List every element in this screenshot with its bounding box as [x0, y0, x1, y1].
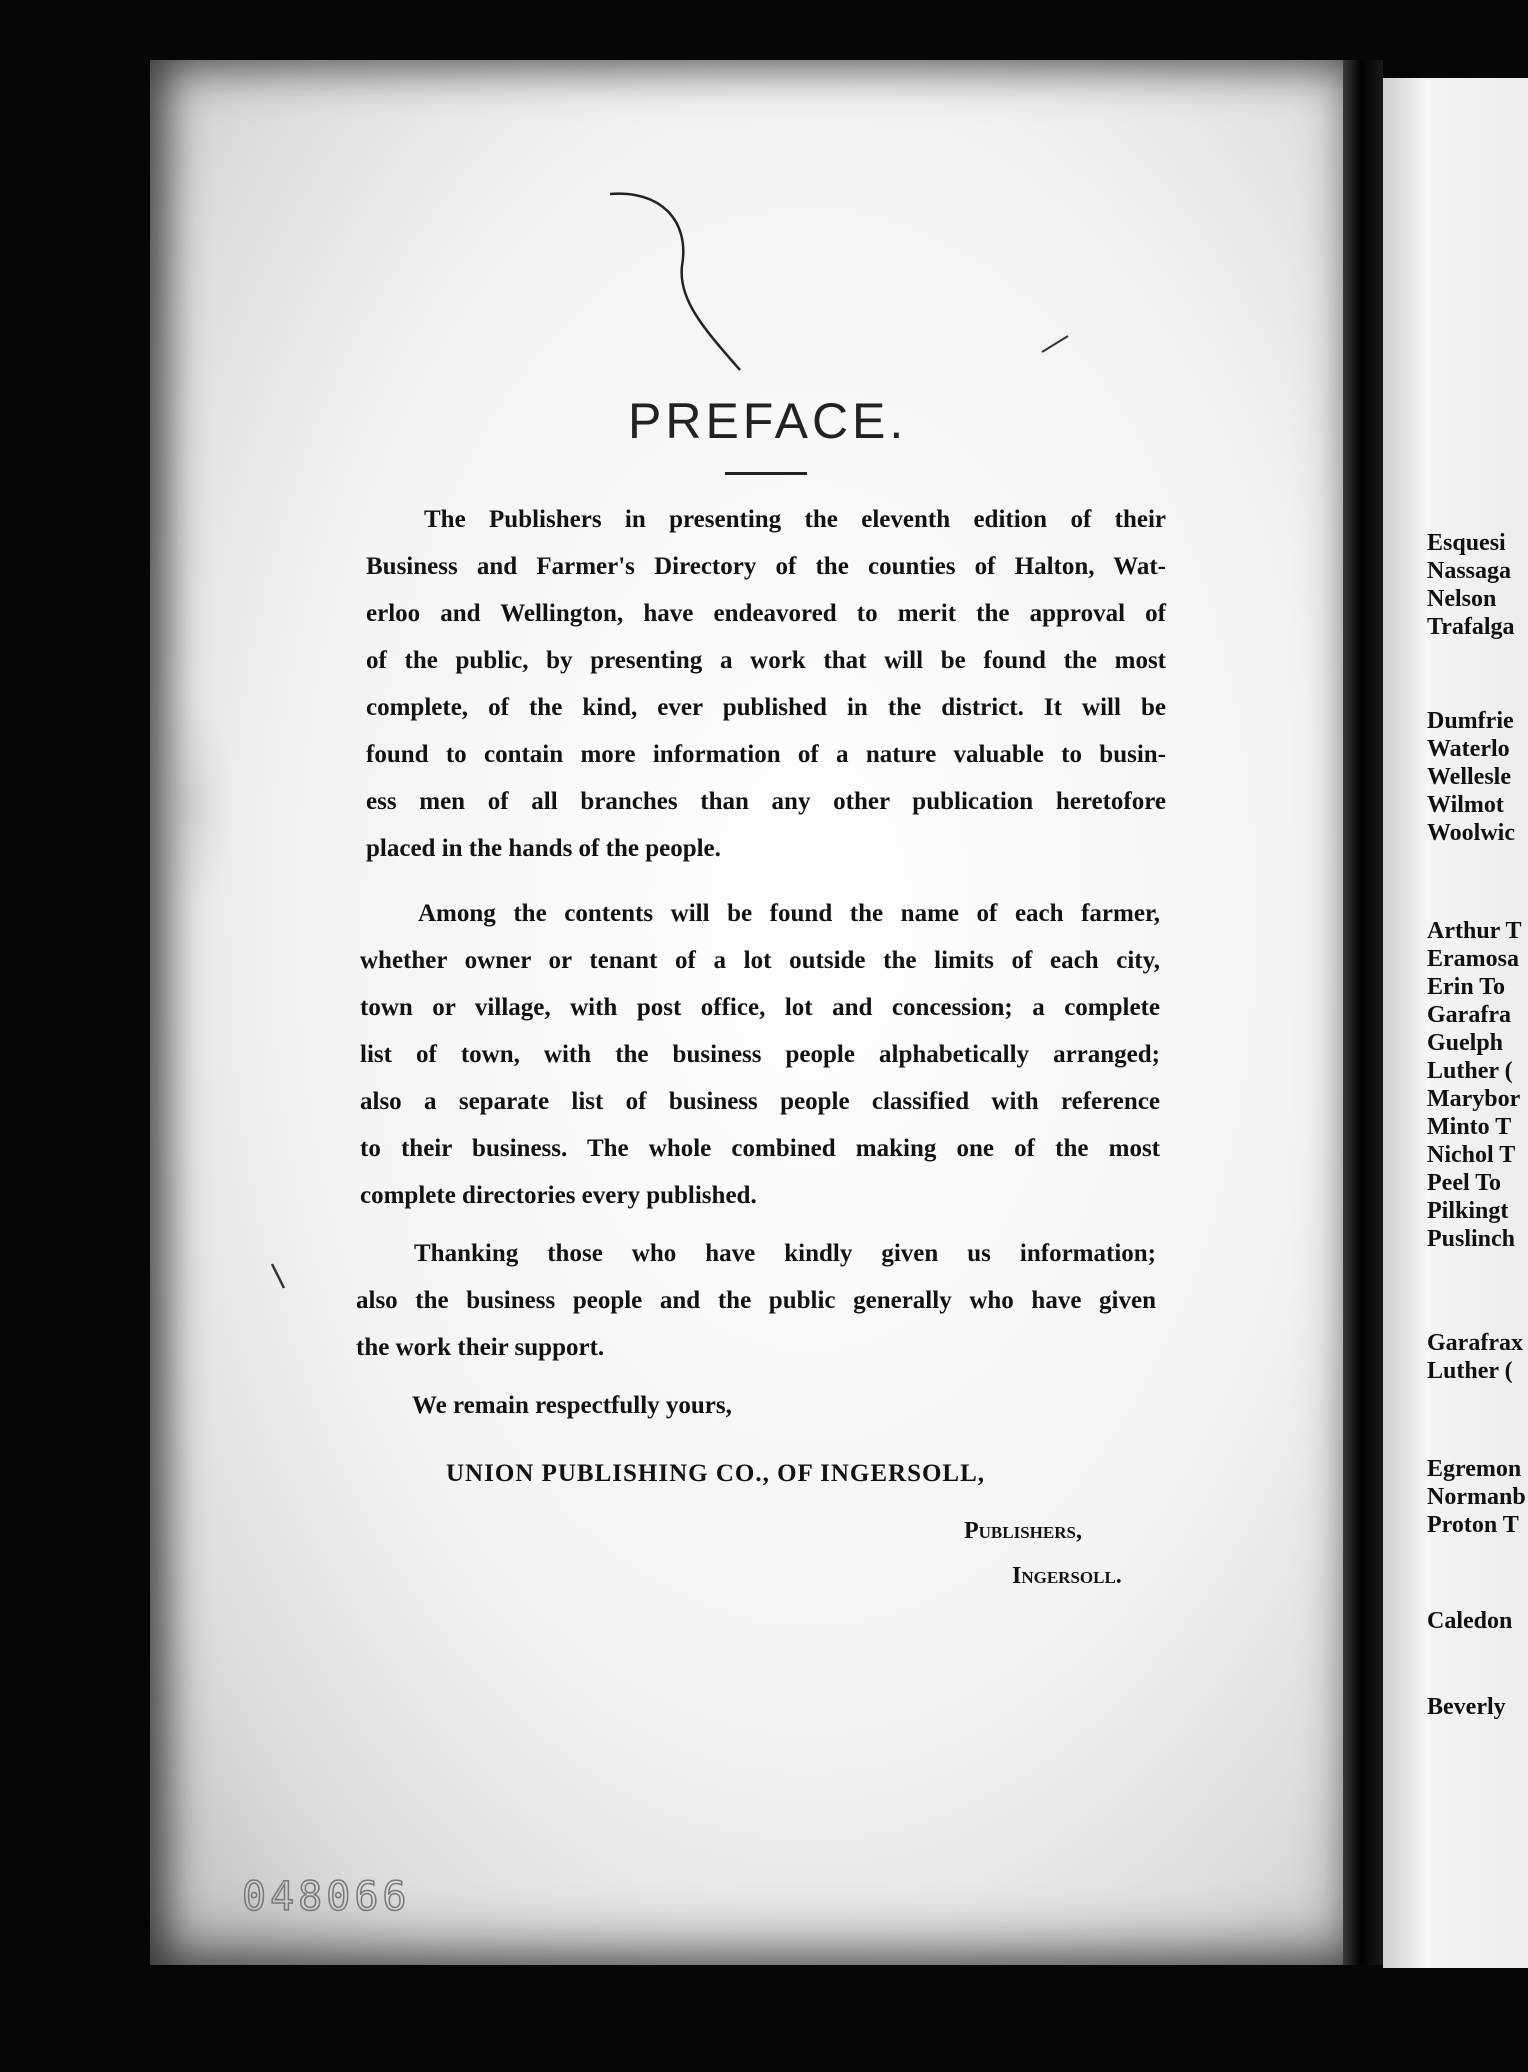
- township-entry: Nelson: [1427, 586, 1497, 612]
- text-line: list of town, with the business people alphabetically arranged;: [360, 1041, 1160, 1068]
- text-line: to their business. The whole combined making one of the most: [360, 1135, 1160, 1162]
- publishers-label: Publishers,: [964, 1518, 1082, 1544]
- township-entry: Nassaga: [1427, 558, 1512, 584]
- text-line: ess men of all branches than any other publication heretofore: [366, 788, 1166, 815]
- text-line: erloo and Wellington, have endeavored to merit the approval of: [366, 600, 1166, 627]
- township-entry: Puslinch: [1427, 1226, 1516, 1252]
- text-line: Thanking those who have kindly given us information;: [414, 1240, 1156, 1267]
- text-line: complete, of the kind, ever published in the district. It will be: [366, 694, 1166, 721]
- text-line: found to contain more information of a nature valuable to busin-: [366, 741, 1166, 768]
- township-entry: Egremon: [1427, 1456, 1522, 1482]
- township-entry: Arthur T: [1427, 918, 1522, 944]
- text-line: whether owner or tenant of a lot outside the limits of each city,: [360, 947, 1160, 974]
- accession-stamp-number: 048066: [242, 1874, 411, 1920]
- township-entry: Esquesi: [1427, 530, 1506, 556]
- preface-paragraph: [356, 1230, 1156, 1371]
- preface-paragraph: [360, 890, 1160, 1219]
- text-line: complete directories every published.: [360, 1182, 757, 1209]
- township-entry: Woolwic: [1427, 820, 1515, 846]
- text-line: placed in the hands of the people.: [366, 835, 721, 862]
- township-entry: Waterlo: [1427, 736, 1510, 762]
- publisher-signature: UNION PUBLISHING CO., OF INGERSOLL,: [446, 1460, 986, 1487]
- preface-paragraph: [366, 496, 1166, 872]
- text-line: Among the contents will be found the name of each farmer,: [418, 900, 1160, 927]
- township-entry: Eramosa: [1427, 946, 1519, 972]
- ink-dash-mark: [270, 1262, 288, 1292]
- township-entry: Nichol T: [1427, 1142, 1516, 1168]
- text-line: of the public, by presenting a work that will be found the most: [366, 647, 1166, 674]
- text-line: Business and Farmer's Directory of the counties of Halton, Wat-: [366, 553, 1166, 580]
- township-entry: Guelph: [1427, 1030, 1504, 1056]
- township-entry: Caledon: [1427, 1608, 1513, 1634]
- township-entry: Dumfrie: [1427, 708, 1514, 734]
- township-entry: Trafalga: [1427, 614, 1515, 640]
- facing-page-edge: [1383, 78, 1528, 1968]
- township-entry: Proton T: [1427, 1512, 1519, 1538]
- township-entry: Erin To: [1427, 974, 1506, 1000]
- township-entry: Garafrax: [1427, 1330, 1523, 1356]
- township-entry: Minto T: [1427, 1114, 1512, 1140]
- township-entry: Peel To: [1427, 1170, 1502, 1196]
- township-entry: Pilkingt: [1427, 1198, 1509, 1224]
- text-line: also a separate list of business people classified with reference: [360, 1088, 1160, 1115]
- ink-dash-mark: [1040, 332, 1070, 356]
- township-entry: Beverly: [1427, 1694, 1506, 1720]
- township-entry: Normanb: [1427, 1484, 1526, 1510]
- township-entry: Luther (: [1427, 1058, 1513, 1084]
- township-entry: Wilmot: [1427, 792, 1504, 818]
- text-line: the work their support.: [356, 1334, 605, 1361]
- township-entry: Marybor: [1427, 1086, 1521, 1112]
- text-line: also the business people and the public generally who have given: [356, 1287, 1156, 1314]
- embossed-library-seal: [148, 700, 234, 910]
- title-rule: [725, 472, 807, 475]
- closing-line: We remain respectfully yours,: [412, 1392, 732, 1419]
- text-line: The Publishers in presenting the eleventh edition of their: [424, 506, 1166, 533]
- publisher-place: Ingersoll.: [1012, 1563, 1122, 1589]
- ink-stroke-mark: [600, 180, 810, 380]
- book-gutter: [1343, 60, 1383, 1965]
- township-entry: Wellesle: [1427, 764, 1511, 790]
- page-title: PREFACE.: [628, 393, 908, 449]
- township-entry: Luther (: [1427, 1358, 1513, 1384]
- township-entry: Garafra: [1427, 1002, 1511, 1028]
- text-line: town or village, with post office, lot and concession; a complete: [360, 994, 1160, 1021]
